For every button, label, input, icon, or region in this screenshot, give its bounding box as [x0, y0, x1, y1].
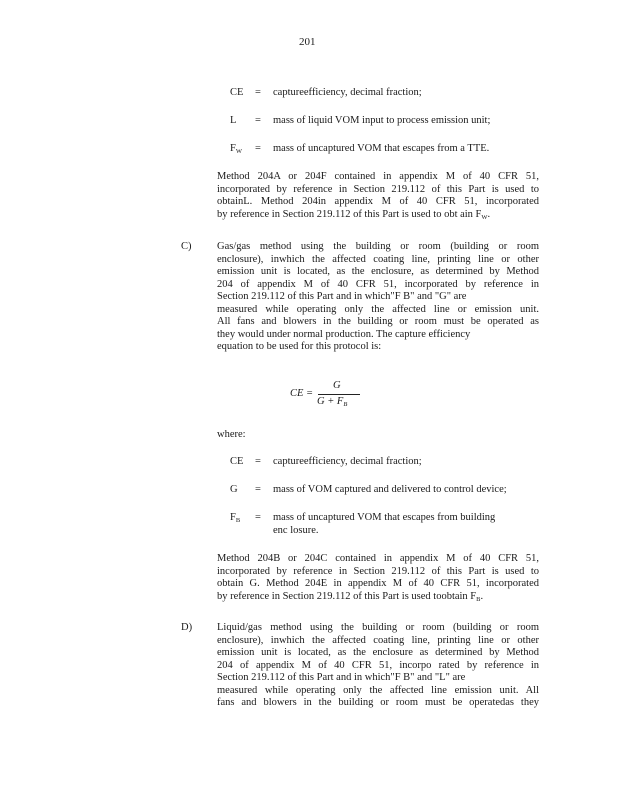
paragraph-line: Method 204A or 204F contained in appendix M of 40 CFR 51,: [217, 171, 539, 182]
section-d-paragraph: [217, 622, 539, 710]
paragraph-line: All fans and blowers in the building or room must be operated as: [217, 316, 539, 327]
definition-symbol: CE: [230, 456, 244, 467]
definition-symbol: G: [230, 484, 238, 495]
definition-symbol: CE: [230, 87, 244, 98]
equals-sign: =: [255, 87, 261, 98]
paragraph-line: they would under normal production. The capture efficiency: [217, 328, 471, 340]
method-paragraph-2: [217, 553, 539, 606]
section-c-paragraph: [217, 241, 539, 354]
paragraph-line: equation to be used for this protocol is:: [217, 341, 382, 352]
page-number: 201: [299, 36, 316, 48]
paragraph-line: fans and blowers in the building or room must be operatedas they: [217, 697, 539, 708]
paragraph-line: incorporated by reference in Section 219.112 of this Part is used to: [217, 183, 539, 195]
paragraph-line: by reference in Section 219.112 of this Part is used to obt ain $F_W$.: [217, 208, 491, 221]
definition-text: mass of uncaptured VOM that escapes from a TTE.: [273, 143, 490, 154]
definition-text: mass of VOM captured and delivered to control device;: [273, 484, 507, 495]
definition-text: captureefficiency, decimal fraction;: [273, 87, 422, 98]
paragraph-line: Section 219.112 of this Part and in which"F B" and "L" are: [217, 672, 466, 683]
paragraph-line: 204 of appendix M of 40 CFR 51, incorporated by reference in: [217, 278, 539, 290]
definition-text: mass of uncaptured VOM that escapes from building: [273, 512, 496, 523]
paragraph-line: obtainL. Method 204in appendix M of 40 CFR 51, incorporated: [217, 196, 539, 207]
paragraph-line: 204 of appendix M of 40 CFR 51, incorpo rated by reference in: [217, 659, 539, 671]
where-label: where:: [217, 429, 246, 440]
formula-lhs: CE =: [290, 388, 314, 399]
fraction-bar: [318, 394, 360, 395]
equals-sign: =: [255, 512, 261, 523]
paragraph-line: Method 204B or 204C contained in appendix M of 40 CFR 51,: [217, 553, 539, 564]
equals-sign: =: [255, 115, 261, 126]
definition-symbol: $F_W$: [230, 143, 242, 155]
paragraph-line: measured while operating only the affected line emission unit. All: [217, 684, 539, 696]
paragraph-line: enclosure), inwhich the affected coating line, printing line or other: [217, 634, 539, 646]
equals-sign: =: [255, 484, 261, 495]
paragraph-line: measured while operating only the affected line or emission unit.: [217, 303, 539, 315]
definition-text-continued: enc losure.: [273, 525, 319, 536]
definition-text: captureefficiency, decimal fraction;: [273, 456, 422, 467]
definition-symbol: $F_B$: [230, 512, 241, 524]
definition-symbol: L: [230, 115, 237, 126]
method-paragraph-1: [217, 171, 539, 224]
section-label-d: D): [181, 622, 193, 633]
paragraph-line: by reference in Section 219.112 of this Part is used toobtain $F_B$.: [217, 590, 484, 603]
paragraph-line: emission unit is located, as the enclosure, as determined by Method: [217, 266, 539, 277]
section-label-c: C): [181, 241, 192, 252]
paragraph-line: Liquid/gas method using the building or room (building or room: [217, 622, 539, 633]
paragraph-line: Section 219.112 of this Part and in which"F B" and "G" are: [217, 291, 467, 302]
definition-text: mass of liquid VOM input to process emission unit;: [273, 115, 491, 126]
formula-denominator: $G + F_B$: [317, 396, 348, 408]
equals-sign: =: [255, 456, 261, 467]
paragraph-line: obtain G. Method 204E in appendix M of 40 CFR 51, incorporated: [217, 578, 539, 589]
paragraph-line: incorporated by reference in Section 219.112 of this Part is used to: [217, 565, 539, 577]
formula-numerator: G: [333, 380, 341, 391]
paragraph-line: Gas/gas method using the building or room (building or room: [217, 241, 539, 252]
paragraph-line: emission unit is located, as the enclosure as determined by Method: [217, 647, 539, 658]
paragraph-line: enclosure), inwhich the affected coating line, printing line or other: [217, 253, 539, 265]
equals-sign: =: [255, 143, 261, 154]
